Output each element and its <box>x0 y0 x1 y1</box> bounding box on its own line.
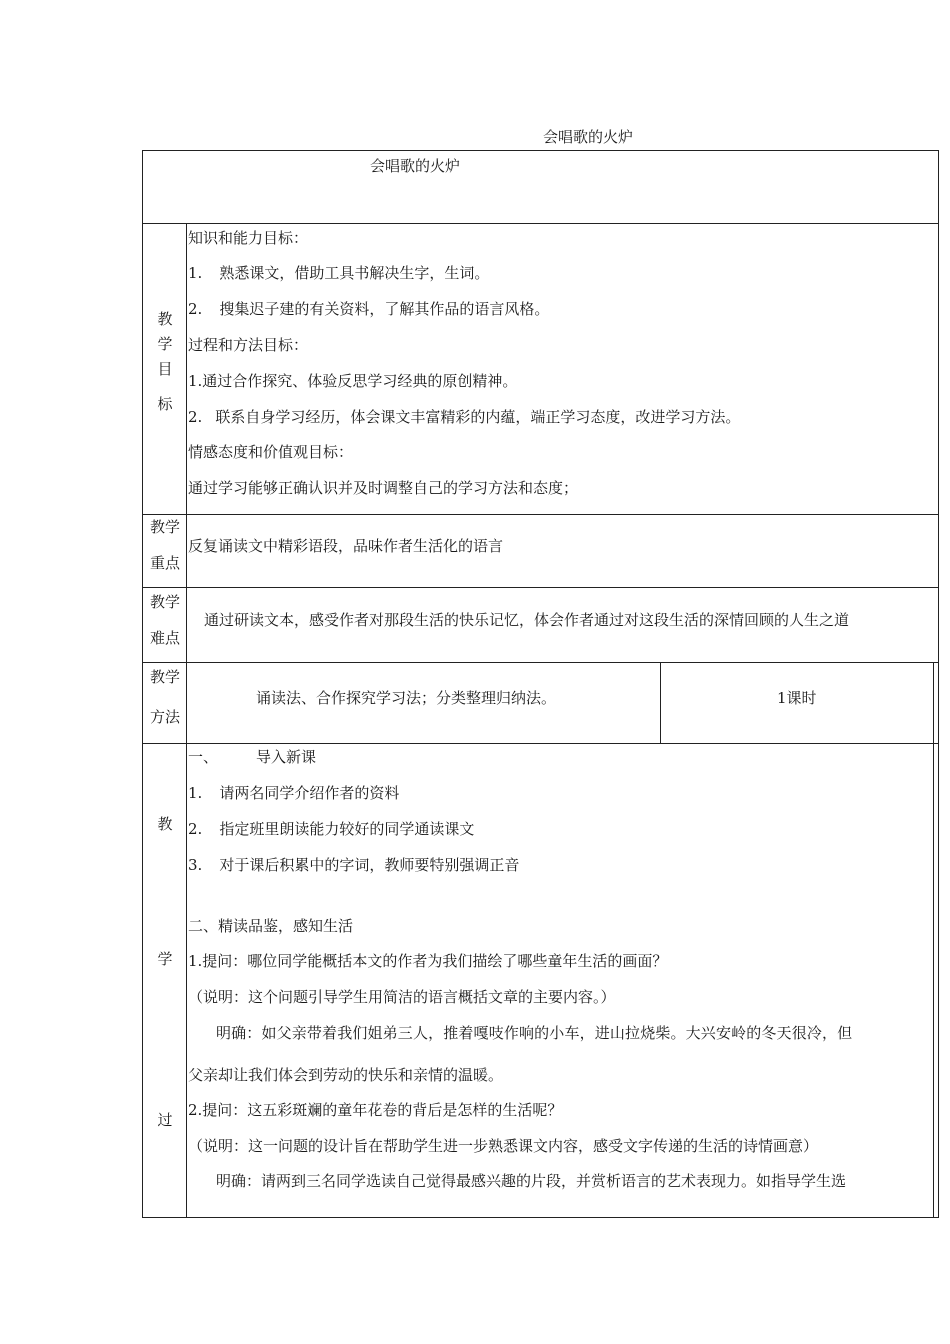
question-2-answer: 明确：请两到三名同学选读自己觉得最感兴趣的片段，并赏析语言的艺术表现力。如指导学生选 <box>216 1172 847 1190</box>
row-divider <box>142 223 939 224</box>
methods-text: 诵读法、合作探究学习法；分类整理归纳法。 <box>256 689 557 707</box>
section-2-heading: 二、精读品鉴，感知生活 <box>188 917 354 935</box>
row-divider <box>142 514 939 515</box>
key-points-label: 教学 重点 <box>149 518 180 572</box>
difficulties-text: 通过研读文本，感受作者对那段生活的快乐记忆，体会作者通过对这段生活的深情回顾的人生之道 <box>204 611 850 629</box>
process-heading: 过程和方法目标： <box>188 336 309 354</box>
knowledge-item-1: 1. 熟悉课文，借助工具书解决生字，生词。 <box>188 264 490 282</box>
right-edge-line <box>933 662 934 1218</box>
document-title: 会唱歌的火炉 <box>543 128 634 146</box>
row-divider <box>142 587 939 588</box>
row-divider <box>142 662 939 663</box>
intro-step-2: 2. 指定班里朗读能力较好的同学通读课文 <box>188 820 475 838</box>
difficulties-label: 教学 难点 <box>149 593 180 647</box>
process-item-2: 2. 联系自身学习经历，体会课文丰富精彩的内蕴，端正学习态度，改进学习方法。 <box>188 408 741 426</box>
question-2-note: （说明：这一问题的设计旨在帮助学生进一步熟悉课文内容，感受文字传递的生活的诗情画意） <box>188 1137 819 1155</box>
question-1-note: （说明：这个问题引导学生用简洁的语言概括文章的主要内容。） <box>188 988 616 1006</box>
process-label-char-2: 学 <box>157 950 173 968</box>
knowledge-heading: 知识和能力目标： <box>188 229 309 247</box>
emotion-heading: 情感态度和价值观目标： <box>188 443 354 461</box>
question-1: 1.提问：哪位同学能概括本文的作者为我们描绘了哪些童年生活的画面？ <box>188 952 668 970</box>
class-hours: 1课时 <box>777 689 817 707</box>
question-1-answer-line-2: 父亲却让我们体会到劳动的快乐和亲情的温暖。 <box>188 1066 504 1084</box>
process-label-char-1: 教 <box>157 815 173 833</box>
intro-step-3: 3. 对于课后积累中的字词，教师要特别强调正音 <box>188 856 520 874</box>
process-item-1: 1.通过合作探究、体验反思学习经典的原创精神。 <box>188 372 518 390</box>
objectives-label: 教 学 目 标 <box>157 310 173 413</box>
question-2: 2.提问：这五彩斑斓的童年花卷的背后是怎样的生活呢？ <box>188 1101 563 1119</box>
key-points-text: 反复诵读文中精彩语段，品味作者生活化的语言 <box>188 537 504 555</box>
methods-label: 教学 方法 <box>149 668 180 726</box>
question-1-answer-line-1: 明确：如父亲带着我们姐弟三人，推着嘎吱作响的小车，进山拉烧柴。大兴安岭的冬天很冷，但 <box>216 1024 853 1042</box>
header-row-title: 会唱歌的火炉 <box>370 157 461 175</box>
emotion-text: 通过学习能够正确认识并及时调整自己的学习方法和态度； <box>188 479 579 497</box>
row-divider <box>142 743 939 744</box>
intro-step-1: 1. 请两名同学介绍作者的资料 <box>188 784 400 802</box>
section-1-heading: 一、 导入新课 <box>188 748 317 766</box>
process-label-char-3: 过 <box>157 1111 173 1129</box>
hours-column-divider <box>660 662 661 743</box>
knowledge-item-2: 2. 搜集迟子建的有关资料，了解其作品的语言风格。 <box>188 300 550 318</box>
